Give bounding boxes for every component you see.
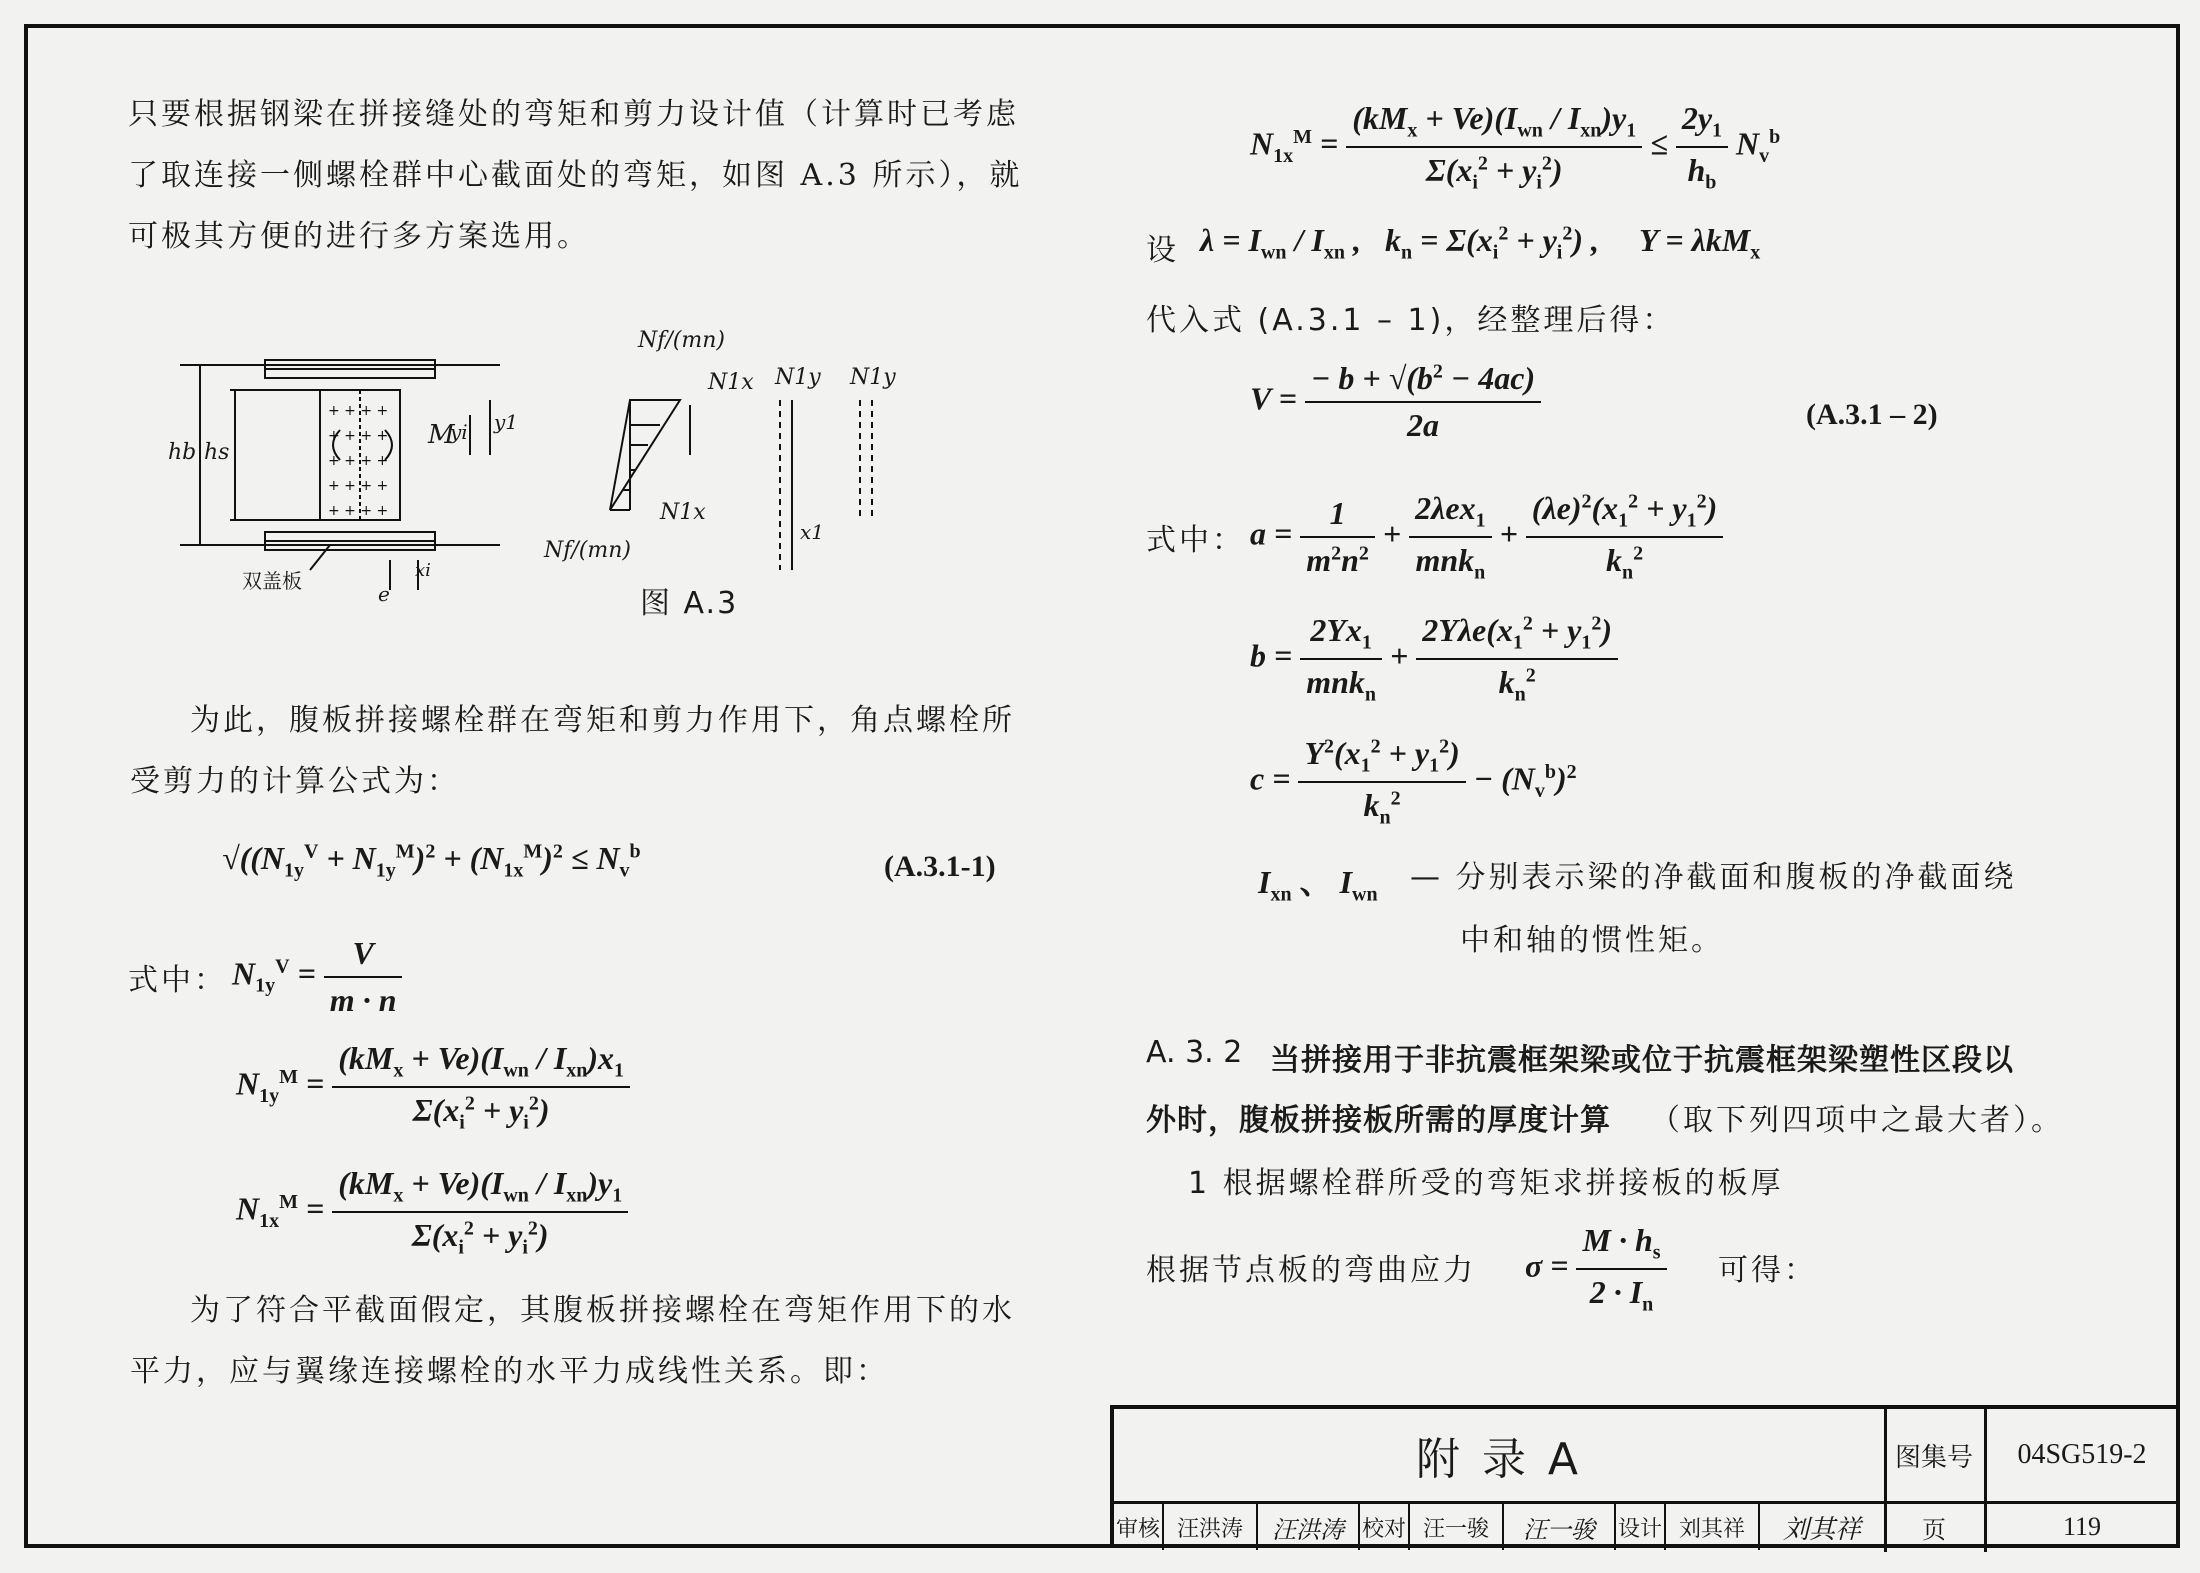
- checker-signature: 汪一骏: [1504, 1504, 1616, 1550]
- equation-number-a312: (A.3.1 – 2): [1806, 398, 1938, 431]
- equation-a: a = $\frac{1}{m^2n^2}$ + $\frac{2\lambda ex_1}{mnk_n}$ + $\frac{(\lambda e)^2(x_1^2 + y_1^2)}{k_n^2}$: [1250, 490, 1723, 585]
- designer-signature: 刘其祥: [1782, 1514, 1861, 1545]
- item-1: 1 根据螺栓群所受的弯矩求拼接板的板厚: [1188, 1166, 1784, 1201]
- section-a32-title-1: 当拼接用于非抗震框架梁或位于抗震框架梁塑性区段以: [1270, 1043, 2014, 1078]
- equation-c: c = $\frac{Y^2(x_1^2 + y_1^2)}{k_n^2}$ − $(N_v^b)^2$: [1250, 735, 1577, 829]
- equation-n1y-v: $N_{1y}^V$ = $\frac{V}{m \cdot n}$: [232, 935, 402, 1019]
- label-nf-top: Nf/(mn): [638, 328, 726, 353]
- title-block-title: 附 录 A: [1415, 1434, 1583, 1485]
- label-n1y-v: N1y: [850, 365, 896, 390]
- label-y1: y1: [494, 410, 519, 434]
- label-e: e: [378, 582, 390, 606]
- equation-b: b = $\frac{2Yx_1}{mnk_n}$ + $\frac{2Y\lambda e(x_1^2 + y_1^2)}{k_n^2}$: [1250, 612, 1618, 707]
- svg-text:+ + + +: + + + +: [328, 478, 389, 494]
- stress-text-post: 可得：: [1718, 1253, 1817, 1288]
- section-a32-number: A. 3. 2: [1146, 1035, 1243, 1070]
- page-label: 页: [1922, 1515, 1946, 1544]
- svg-text:+ + + +: + + + +: [328, 428, 389, 444]
- left-paragraph-2: 为此，腹板拼接螺栓群在弯矩和剪力作用下，角点螺栓所 受剪力的计算公式为：: [130, 703, 1015, 799]
- label-double-cover-plate: 双盖板: [242, 569, 302, 593]
- where-label-right: 式中：: [1146, 523, 1245, 558]
- equation-number-a311: (A.3.1-1): [884, 850, 996, 883]
- left-paragraph-1: 只要根据钢梁在拼接缝处的弯矩和剪力设计值（计算时已考虑 了取连接一侧螺栓群中心截面处的弯矩，如图 A.3 所示），就 可极其方便的进行多方案选用。: [128, 97, 1023, 254]
- equation-n1y-m: $N_{1y}^M$ = $\frac{(kM_x + Ve)(I_{wn} / I_{xn})x_1}{\Sigma(x_i^2 + y_i^2)}$: [236, 1040, 630, 1135]
- let-label: 设: [1146, 233, 1179, 268]
- equation-sigma: σ = $\frac{M \cdot h_s}{2 \cdot I_n}$: [1525, 1222, 1667, 1317]
- checker-name: 汪一骏: [1410, 1504, 1504, 1550]
- atlas-number: 04SG519-2: [2017, 1439, 2147, 1470]
- label-nf-bottom: Nf/(mn): [544, 538, 632, 563]
- review-label: 审核: [1114, 1504, 1164, 1550]
- designer-name: 刘其祥: [1666, 1504, 1760, 1550]
- svg-text:+ + + +: + + + +: [328, 403, 389, 419]
- figure-a3-labels: [160, 320, 896, 620]
- left-paragraph-3: 为了符合平截面假定，其腹板拼接螺栓在弯矩作用下的水 平力，应与翼缘连接螺栓的水平力成线性关系。即：: [130, 1293, 1015, 1389]
- equation-n1x-m-right: $N_{1x}^M$ = $\frac{(kM_x + Ve)(I_{wn} / I_{xn})y_1}{\Sigma(x_i^2 + y_i^2)}$ ≤ $\frac{2y_1}{h_b}$ $N_v^b$: [1250, 100, 1781, 194]
- definition-line-1: — 分别表示梁的净截面和腹板的净截面绕: [1410, 860, 2017, 895]
- title-block: [1110, 1405, 2180, 1548]
- page-number: 119: [2062, 1512, 2102, 1541]
- atlas-number-label: 图集号: [1894, 1442, 1973, 1473]
- equation-a311: $√((N_{1y}^V + N_{1y}^M)^2 + (N_{1x}^M)^2 \le N_v^b$: [222, 840, 641, 882]
- label-n1x-bottom: N1x: [660, 500, 706, 525]
- label-hb: hb: [168, 440, 197, 465]
- section-a32-note: （取下列四项中之最大者）。: [1650, 1103, 2064, 1138]
- label-yi: yi: [450, 420, 468, 444]
- definition-line-2: 中和轴的惯性矩。: [1460, 923, 1724, 958]
- label-x1: x1: [800, 520, 825, 544]
- check-label: 校对: [1360, 1504, 1410, 1550]
- reviewer-signature: 汪洪涛: [1258, 1504, 1360, 1550]
- label-xi: xi: [415, 560, 431, 581]
- label-n1x-top: N1x: [708, 370, 754, 395]
- figure-caption: 图 A.3: [640, 586, 739, 621]
- svg-text:+ + + +: + + + +: [328, 503, 389, 519]
- label-moment: M: [428, 420, 455, 450]
- equation-substitutions: $\lambda = I_{wn} / I_{xn}$ , $k_n = \Sigma(x_i^2 + y_i^2)$ , Y = λkM$_x$: [1200, 222, 1761, 264]
- stress-text-pre: 根据节点板的弯曲应力: [1146, 1253, 1476, 1288]
- where-label-left: 式中：: [128, 963, 227, 998]
- section-a32-title-2: 外时，腹板拼接板所需的厚度计算: [1146, 1103, 1611, 1138]
- label-hs: hs: [204, 440, 230, 465]
- svg-text:+ + + +: + + + +: [328, 453, 389, 469]
- substitute-text: 代入式 (A.3.1 – 1)，经整理后得：: [1146, 303, 1676, 338]
- equation-v: V = $\frac{- b + √(b^2 - 4ac)}{2a}$: [1250, 360, 1541, 444]
- label-n1y-m: N1y: [775, 365, 821, 390]
- reviewer-name: 汪洪涛: [1164, 1504, 1258, 1550]
- design-label: 设计: [1616, 1504, 1666, 1550]
- symbol-ixn-iwn: $I_{xn}$ 、 $I_{wn}$: [1258, 864, 1378, 906]
- equation-n1x-m-left: $N_{1x}^M$ = $\frac{(kM_x + Ve)(I_{wn} / I_{xn})y_1}{\Sigma(x_i^2 + y_i^2)}$: [236, 1165, 628, 1260]
